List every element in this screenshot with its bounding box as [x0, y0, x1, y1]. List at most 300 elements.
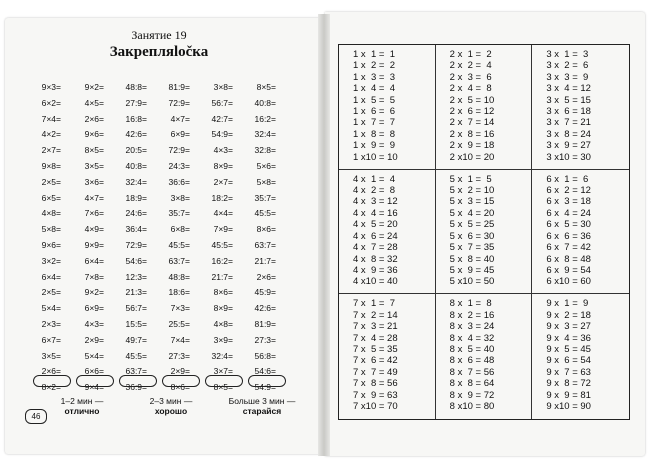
- exercise-item: [37, 285, 80, 301]
- table-line: 5 x 4 = 20: [449, 207, 495, 219]
- exercise-text: 48:8=: [125, 82, 147, 92]
- exercise-item: [252, 238, 295, 254]
- exercise-text: 8×6=: [213, 287, 233, 298]
- table-line: 5 x10 = 50: [449, 276, 495, 288]
- exercise-text: 9×6=: [84, 129, 104, 140]
- answer-box[interactable]: [205, 375, 243, 387]
- exercise-item: [209, 80, 252, 96]
- exercise-text: 2×6=: [256, 271, 276, 282]
- page-number: 46: [25, 409, 47, 424]
- exercise-item: [123, 159, 166, 175]
- table-line: 8 x 1 = 8: [449, 298, 492, 310]
- exercise-text: 35:7=: [168, 208, 190, 219]
- exercise-text: 9×9=: [84, 239, 104, 250]
- exercise-text: 27:9=: [125, 97, 147, 108]
- grade-word: хорошо: [154, 406, 188, 416]
- exercise-item: [252, 96, 295, 112]
- table-line: 1 x 9 = 9: [353, 140, 395, 152]
- table-line: 1 x 4 = 4: [353, 83, 395, 95]
- exercise-text: 8×2=: [41, 382, 61, 393]
- exercise-item: [123, 191, 166, 207]
- table-line: 7 x 5 = 35: [353, 343, 398, 355]
- exercise-item: [252, 333, 295, 349]
- table-line: 4 x 3 = 12: [353, 196, 398, 208]
- exercise-text: 2×5=: [41, 176, 61, 187]
- exercise-item: [252, 127, 295, 143]
- table-line: 7 x 8 = 56: [353, 378, 398, 390]
- table-line: 6 x 6 = 36: [546, 230, 591, 242]
- answer-box[interactable]: [33, 375, 71, 387]
- table-line: 3 x 5 = 15: [546, 94, 591, 106]
- exercise-text: 56:7=: [211, 97, 233, 108]
- table-line: 6 x 7 = 42: [546, 242, 591, 254]
- exercise-item: [209, 333, 252, 349]
- exercise-text: 5×8=: [41, 224, 61, 235]
- exercise-item: [123, 317, 166, 333]
- grade-time: Больше 3 мин —: [228, 396, 296, 406]
- exercise-text: 7×4=: [41, 113, 61, 124]
- grade-time: 1–2 мин —: [60, 396, 104, 406]
- exercise-text: 4×3=: [84, 318, 104, 329]
- exercise-text: 18:6=: [168, 287, 190, 298]
- table-line: 3 x 2 = 6: [546, 60, 589, 72]
- table-line: 1 x 7 = 7: [353, 117, 395, 129]
- exercise-item: [80, 112, 123, 128]
- exercise-text: 56:7=: [125, 303, 147, 314]
- exercise-item: [37, 191, 80, 207]
- exercise-text: 18:2=: [211, 192, 233, 203]
- exercise-item: [166, 285, 209, 301]
- exercise-text: 35:7=: [254, 192, 276, 203]
- table-line: 2 x 8 = 16: [449, 128, 495, 140]
- table-line: 5 x 1 = 5: [449, 173, 492, 185]
- exercise-text: 6×9=: [84, 303, 104, 314]
- exercise-text: 8×5=: [213, 382, 233, 393]
- exercise-text: 6×5=: [41, 192, 61, 203]
- times-table-1: [339, 45, 436, 170]
- exercise-text: 16:2=: [211, 255, 233, 266]
- exercise-text: 2×9=: [84, 334, 104, 345]
- exercise-item: [209, 175, 252, 191]
- table-line: 4 x 5 = 20: [353, 219, 398, 231]
- exercise-text: 2×7=: [213, 176, 233, 187]
- exercise-item: [123, 80, 166, 96]
- exercise-text: 5×4=: [41, 303, 61, 314]
- exercise-text: 48:8=: [168, 271, 190, 282]
- exercise-item: [80, 80, 123, 96]
- exercise-text: 2×6=: [84, 113, 104, 124]
- exercise-text: 36:9=: [125, 382, 147, 393]
- exercise-item: [80, 206, 123, 222]
- table-line: 9 x 7 = 63: [546, 366, 591, 378]
- times-table-9: [532, 294, 629, 419]
- exercise-text: 3×8=: [170, 192, 190, 203]
- exercise-item: [37, 349, 80, 365]
- table-line: 5 x 7 = 35: [449, 242, 495, 254]
- table-line: 2 x 9 = 18: [449, 140, 495, 152]
- times-table-3: [532, 45, 629, 170]
- exercise-text: 81:9=: [168, 82, 190, 92]
- multiplication-tables: [338, 44, 630, 420]
- table-line: 2 x 3 = 6: [449, 71, 492, 83]
- exercise-item: [252, 191, 295, 207]
- exercise-item: [166, 254, 209, 270]
- table-line: 9 x 8 = 72: [546, 378, 591, 390]
- times-table-2: [436, 45, 533, 170]
- exercise-text: 9×4=: [84, 382, 104, 393]
- table-line: 4 x 2 = 8: [353, 185, 395, 197]
- exercise-text: 4×8=: [213, 318, 233, 329]
- exercise-text: 42:7=: [211, 113, 233, 124]
- table-line: 5 x 3 = 15: [449, 196, 495, 208]
- exercise-item: [80, 254, 123, 270]
- exercise-item: [252, 317, 295, 333]
- exercise-item: [252, 112, 295, 128]
- exercise-item: [37, 80, 80, 96]
- table-line: 7 x 1 = 7: [353, 298, 395, 310]
- answer-box[interactable]: [119, 375, 157, 387]
- answer-box[interactable]: [248, 375, 286, 387]
- exercise-text: 9×2=: [84, 82, 104, 92]
- table-line: 9 x 9 = 81: [546, 389, 591, 401]
- table-line: 8 x 6 = 48: [449, 355, 495, 367]
- exercise-item: [166, 349, 209, 365]
- table-line: 2 x 6 = 12: [449, 106, 495, 118]
- exercise-text: 8×5=: [256, 82, 276, 92]
- grade-excellent: [42, 396, 122, 416]
- table-line: 8 x 2 = 16: [449, 309, 495, 321]
- exercise-item: [252, 349, 295, 365]
- exercise-text: 4×3=: [213, 145, 233, 156]
- table-line: 7 x 9 = 63: [353, 389, 398, 401]
- lesson-number: Занятие 19: [131, 28, 187, 42]
- exercise-text: 63:7=: [168, 255, 190, 266]
- exercise-text: 6×8=: [170, 224, 190, 235]
- exercise-text: 3×2=: [41, 255, 61, 266]
- exercise-item: [80, 191, 123, 207]
- grade-time: 2–3 мин —: [149, 396, 193, 406]
- exercise-item: [252, 301, 295, 317]
- exercise-text: 4×8=: [41, 208, 61, 219]
- exercise-text: 4×2=: [41, 129, 61, 140]
- times-table-8: [436, 294, 533, 419]
- exercise-text: 2×5=: [41, 287, 61, 298]
- exercise-text: 3×5=: [41, 350, 61, 361]
- exercise-text: 63:7=: [125, 366, 147, 377]
- exercise-item: [80, 159, 123, 175]
- exercise-text: 54:6=: [254, 366, 276, 377]
- exercise-item: [80, 175, 123, 191]
- table-line: 6 x 1 = 6: [546, 173, 589, 185]
- exercise-item: [252, 80, 295, 96]
- exercise-item: [209, 254, 252, 270]
- exercise-text: 9×8=: [41, 160, 61, 171]
- table-line: 6 x 9 = 54: [546, 264, 591, 276]
- table-line: 9 x 6 = 54: [546, 355, 591, 367]
- exercise-item: [252, 285, 295, 301]
- exercise-text: 24:6=: [125, 208, 147, 219]
- exercise-item: [37, 143, 80, 159]
- exercise-item: [209, 317, 252, 333]
- exercise-item: [37, 96, 80, 112]
- exercise-text: 36:4=: [125, 224, 147, 235]
- exercise-text: 54:9=: [254, 382, 276, 393]
- exercise-text: 4×7=: [84, 192, 104, 203]
- exercise-text: 72:9=: [168, 97, 190, 108]
- exercise-item: [252, 270, 295, 286]
- exercise-text: 3×9=: [213, 334, 233, 345]
- exercise-item: [209, 127, 252, 143]
- exercise-item: [123, 112, 166, 128]
- table-line: 9 x 2 = 18: [546, 309, 591, 321]
- grade-good: [126, 396, 216, 416]
- exercise-item: [123, 285, 166, 301]
- exercise-text: 45:5=: [125, 350, 147, 361]
- table-line: 4 x10 = 40: [353, 276, 398, 288]
- exercise-text: 8×5=: [84, 145, 104, 156]
- exercise-text: 7×3=: [170, 303, 190, 314]
- table-line: 6 x 4 = 24: [546, 207, 591, 219]
- exercise-text: 15:5=: [125, 318, 147, 329]
- exercise-item: [209, 159, 252, 175]
- table-line: 5 x 2 = 10: [449, 185, 495, 197]
- exercise-item: [209, 238, 252, 254]
- exercise-item: [80, 143, 123, 159]
- exercise-item: [209, 112, 252, 128]
- exercise-item: [37, 222, 80, 238]
- exercise-text: 32:4=: [211, 350, 233, 361]
- table-line: 9 x 3 = 27: [546, 321, 591, 333]
- table-line: 3 x 4 = 12: [546, 83, 591, 95]
- exercise-text: 5×8=: [256, 176, 276, 187]
- exercise-text: 45:5=: [211, 239, 233, 250]
- exercise-text: 16:2=: [254, 113, 276, 124]
- exercise-item: [209, 206, 252, 222]
- exercise-text: 3×5=: [84, 160, 104, 171]
- exercise-item: [209, 270, 252, 286]
- table-line: 9 x 4 = 36: [546, 332, 591, 344]
- exercise-item: [37, 301, 80, 317]
- table-line: 1 x 3 = 3: [353, 71, 395, 83]
- exercise-item: [123, 127, 166, 143]
- exercise-item: [123, 222, 166, 238]
- exercise-item: [123, 238, 166, 254]
- exercise-text: 40:8=: [125, 160, 147, 171]
- table-line: 8 x 5 = 40: [449, 343, 495, 355]
- exercise-item: [123, 96, 166, 112]
- exercise-item: [209, 143, 252, 159]
- exercise-text: 6×7=: [41, 334, 61, 345]
- exercise-text: 5×4=: [84, 350, 104, 361]
- exercise-item: [80, 96, 123, 112]
- exercise-text: 4×4=: [213, 208, 233, 219]
- table-line: 4 x 6 = 24: [353, 230, 398, 242]
- exercise-text: 6×6=: [84, 366, 104, 377]
- exercise-text: 45:5=: [254, 208, 276, 219]
- exercise-item: [37, 127, 80, 143]
- exercise-item: [123, 143, 166, 159]
- table-line: 2 x 4 = 8: [449, 83, 492, 95]
- exercise-text: 42:6=: [254, 303, 276, 314]
- exercise-text: 2×7=: [41, 145, 61, 156]
- grade-word: отлично: [64, 406, 100, 416]
- exercise-text: 8×9=: [213, 303, 233, 314]
- answer-boxes: [33, 375, 286, 387]
- exercise-text: 9×3=: [41, 82, 61, 92]
- exercise-text: 21:7=: [254, 255, 276, 266]
- exercise-item: [252, 143, 295, 159]
- exercise-item: [80, 238, 123, 254]
- exercise-item: [166, 159, 209, 175]
- table-line: 8 x 9 = 72: [449, 389, 495, 401]
- exercise-item: [166, 191, 209, 207]
- exercise-item: [123, 254, 166, 270]
- table-line: 1 x 5 = 5: [353, 94, 395, 106]
- exercise-item: [166, 301, 209, 317]
- exercise-text: 3×7=: [213, 366, 233, 377]
- table-line: 2 x10 = 20: [449, 151, 495, 163]
- exercise-item: [166, 238, 209, 254]
- table-line: 8 x 3 = 24: [449, 321, 495, 333]
- exercise-text: 18:9=: [125, 192, 147, 203]
- table-line: 4 x 1 = 4: [353, 173, 395, 185]
- exercise-text: 45:5=: [168, 239, 190, 250]
- exercise-item: [123, 270, 166, 286]
- exercise-text: 6×2=: [41, 97, 61, 108]
- table-line: 4 x 8 = 32: [353, 253, 398, 265]
- exercise-item: [166, 80, 209, 96]
- exercise-item: [166, 317, 209, 333]
- exercise-text: 54:6=: [125, 255, 147, 266]
- exercise-text: 8×6=: [170, 382, 190, 393]
- table-line: 3 x 9 = 27: [546, 140, 591, 152]
- table-line: 3 x 3 = 9: [546, 71, 589, 83]
- exercise-item: [209, 285, 252, 301]
- exercise-item: [37, 206, 80, 222]
- exercise-text: 72:9=: [125, 239, 147, 250]
- exercise-item: [166, 112, 209, 128]
- exercise-item: [209, 301, 252, 317]
- exercise-text: 7×8=: [84, 271, 104, 282]
- grade-word: старайся: [242, 406, 282, 416]
- exercise-item: [166, 206, 209, 222]
- exercise-text: 4×7=: [170, 113, 190, 124]
- table-line: 3 x 1 = 3: [546, 49, 589, 60]
- exercise-item: [80, 349, 123, 365]
- exercise-item: [37, 112, 80, 128]
- exercise-text: 45:9=: [254, 287, 276, 298]
- exercise-item: [37, 317, 80, 333]
- table-line: 8 x10 = 80: [449, 400, 495, 412]
- exercise-item: [123, 175, 166, 191]
- table-line: 1 x 1 = 1: [353, 49, 395, 60]
- exercise-text: 40:8=: [254, 97, 276, 108]
- exercise-text: 6×4=: [41, 271, 61, 282]
- exercise-text: 7×6=: [84, 208, 104, 219]
- exercise-text: 12:3=: [125, 271, 147, 282]
- exercise-item: [37, 333, 80, 349]
- exercise-item: [252, 254, 295, 270]
- exercise-item: [80, 285, 123, 301]
- exercise-text: 27:3=: [254, 334, 276, 345]
- exercise-item: [123, 301, 166, 317]
- answer-box[interactable]: [162, 375, 200, 387]
- exercise-text: 20:5=: [125, 145, 147, 156]
- table-line: 6 x 8 = 48: [546, 253, 591, 265]
- exercise-item: [209, 191, 252, 207]
- table-line: 5 x 8 = 40: [449, 253, 495, 265]
- exercise-item: [37, 159, 80, 175]
- exercise-text: 2×6=: [41, 366, 61, 377]
- exercise-text: 54:9=: [211, 129, 233, 140]
- exercise-text: 9×2=: [84, 287, 104, 298]
- exercise-item: [209, 96, 252, 112]
- table-line: 2 x 7 = 14: [449, 117, 495, 129]
- table-line: 9 x10 = 90: [546, 400, 591, 412]
- book-spine: [318, 14, 330, 456]
- exercise-text: 24:3=: [168, 160, 190, 171]
- table-line: 2 x 5 = 10: [449, 94, 495, 106]
- exercise-text: 21:3=: [125, 287, 147, 298]
- exercise-item: [209, 349, 252, 365]
- exercise-item: [252, 222, 295, 238]
- table-line: 7 x 3 = 21: [353, 321, 398, 333]
- exercise-item: [37, 175, 80, 191]
- table-line: 6 x10 = 60: [546, 276, 591, 288]
- exercise-item: [166, 143, 209, 159]
- exercise-item: [252, 206, 295, 222]
- exercise-text: 4×9=: [84, 224, 104, 235]
- exercise-text: 81:9=: [254, 318, 276, 329]
- exercise-item: [37, 254, 80, 270]
- exercise-item: [166, 222, 209, 238]
- exercise-text: 3×8=: [213, 82, 233, 92]
- table-line: 6 x 2 = 12: [546, 185, 591, 197]
- exercise-item: [80, 317, 123, 333]
- exercise-text: 63:7=: [254, 239, 276, 250]
- exercise-item: [252, 175, 295, 191]
- table-line: 9 x 1 = 9: [546, 298, 589, 310]
- table-line: 7 x 7 = 49: [353, 366, 398, 378]
- exercise-item: [80, 301, 123, 317]
- exercise-text: 7×9=: [213, 224, 233, 235]
- exercise-item: [123, 206, 166, 222]
- table-line: 8 x 8 = 64: [449, 378, 495, 390]
- table-line: 2 x 1 = 2: [449, 49, 492, 60]
- exercise-text: 56:8=: [254, 350, 276, 361]
- table-line: 1 x 8 = 8: [353, 128, 395, 140]
- exercise-text: 3×6=: [84, 176, 104, 187]
- table-line: 7 x 6 = 42: [353, 355, 398, 367]
- exercise-item: [166, 270, 209, 286]
- times-table-7: [339, 294, 436, 419]
- exercise-item: [80, 270, 123, 286]
- exercise-item: [123, 349, 166, 365]
- table-line: 5 x 6 = 30: [449, 230, 495, 242]
- table-line: 6 x 5 = 30: [546, 219, 591, 231]
- exercise-item: [80, 222, 123, 238]
- exercise-text: 9×6=: [41, 239, 61, 250]
- table-line: 3 x10 = 30: [546, 151, 591, 163]
- table-line: 5 x 9 = 45: [449, 264, 495, 276]
- exercise-item: [80, 333, 123, 349]
- answer-box[interactable]: [76, 375, 114, 387]
- exercise-text: 42:6=: [125, 129, 147, 140]
- table-line: 7 x 4 = 28: [353, 332, 398, 344]
- exercise-item: [166, 127, 209, 143]
- times-table-6: [532, 170, 629, 295]
- exercise-text: 6×9=: [170, 129, 190, 140]
